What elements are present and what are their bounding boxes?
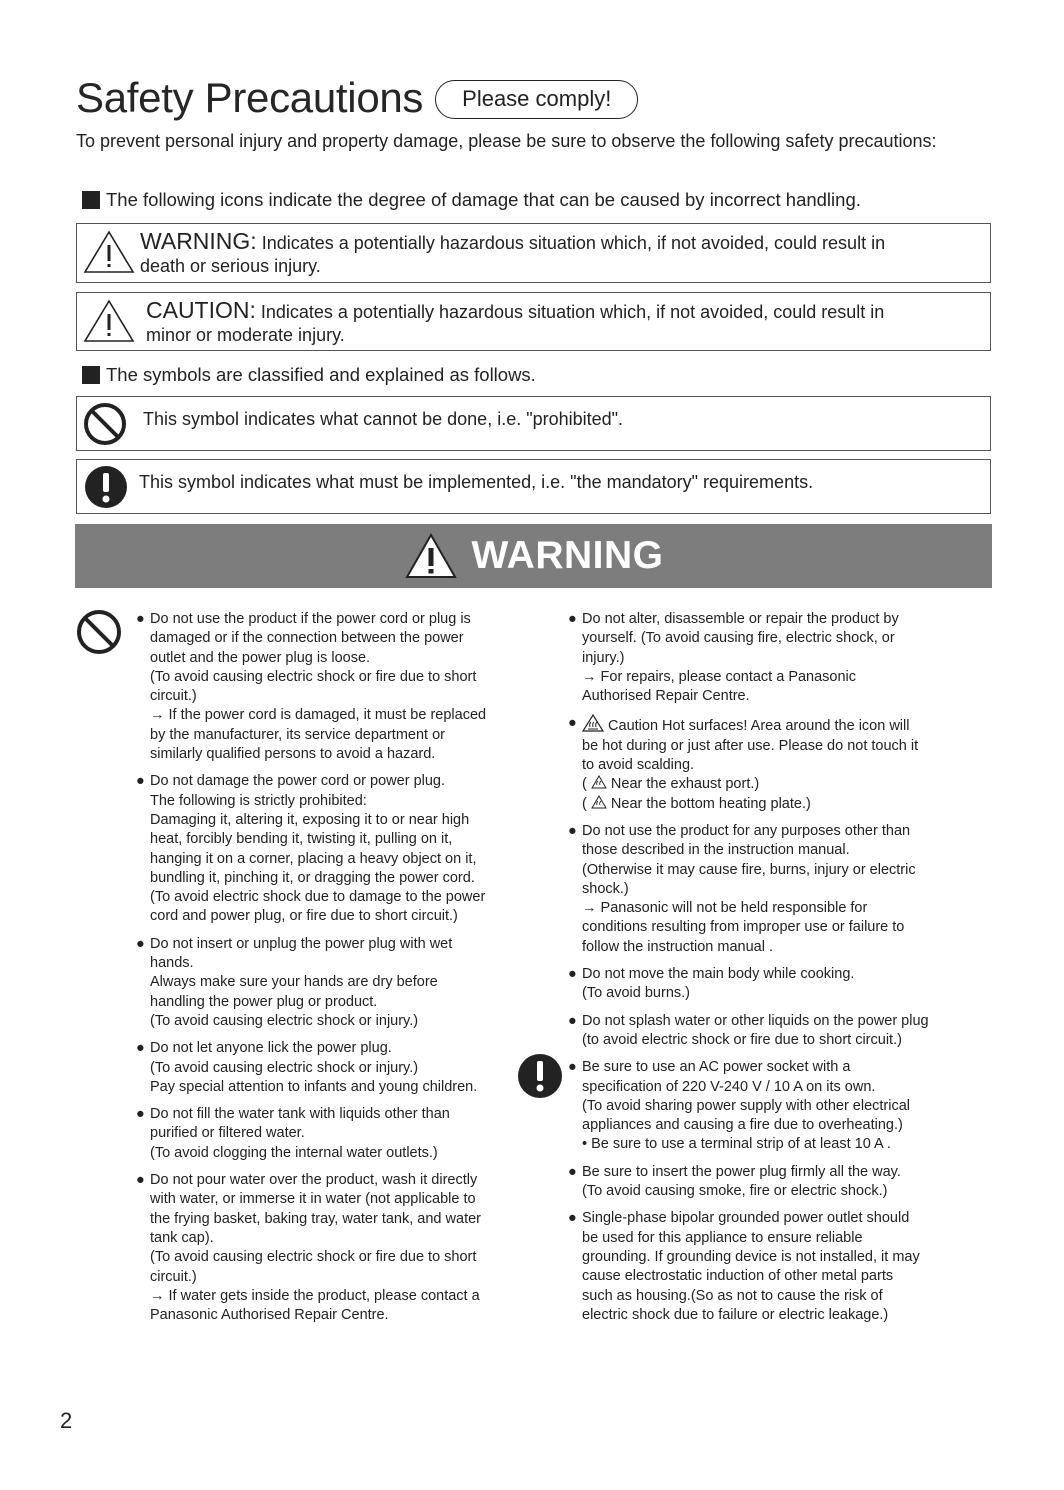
hot-note1: Near the exhaust port.) bbox=[606, 776, 760, 793]
item-line: (To avoid sharing power supply with other electrical bbox=[582, 1097, 911, 1114]
left-warning-column bbox=[134, 610, 529, 1333]
item-line: conditions resulting from improper use or failure to bbox=[582, 919, 905, 936]
symbols-section-heading bbox=[82, 364, 536, 386]
item-line: (To avoid electric shock due to damage to the power bbox=[150, 889, 486, 906]
item-line: cause electrostatic induction of other metal parts bbox=[582, 1268, 894, 1285]
warning-triangle-icon bbox=[404, 532, 458, 580]
list-item bbox=[134, 772, 529, 926]
item-line: electric shock due to failure or electric leakage.) bbox=[582, 1306, 889, 1323]
item-line: Single-phase bipolar grounded power outlet should bbox=[582, 1210, 910, 1227]
item-line: hands. bbox=[150, 955, 194, 972]
warning-label: WARNING: bbox=[140, 228, 257, 254]
item-line: damaged or if the connection between the power bbox=[150, 630, 464, 647]
caution-definition-text bbox=[146, 299, 884, 347]
item-line: Do not let anyone lick the power plug. bbox=[150, 1040, 392, 1057]
square-bullet-icon bbox=[82, 366, 100, 384]
item-line: (To avoid causing smoke, fire or electric shock.) bbox=[582, 1183, 888, 1200]
bullet-dot: ● bbox=[136, 611, 145, 627]
symbols-heading-text: The symbols are classified and explained as follows. bbox=[106, 364, 536, 385]
hot-note2: Near the bottom heating plate.) bbox=[606, 795, 811, 812]
item-line: Always make sure your hands are dry before bbox=[150, 974, 438, 991]
item-line: → If the power cord is damaged, it must be replaced bbox=[150, 707, 487, 724]
item-line: (To avoid causing electric shock or injury.) bbox=[150, 1012, 419, 1029]
item-line: cord and power plug, or fire due to short circuit.) bbox=[150, 908, 458, 925]
bullet-dot: ● bbox=[136, 935, 145, 952]
item-line: (To avoid causing electric shock or injury.) bbox=[150, 1059, 419, 1076]
mandatory-icon bbox=[84, 465, 128, 509]
warning-text-line2: death or serious injury. bbox=[140, 256, 321, 276]
item-line: Be sure to insert the power plug firmly all the way. bbox=[582, 1163, 901, 1180]
icons-heading-text: The following icons indicate the degree of damage that can be caused by incorrect handling. bbox=[106, 189, 861, 210]
list-item bbox=[566, 1058, 961, 1154]
item-line: handling the power plug or product. bbox=[150, 993, 378, 1010]
item-line: appliances and causing a fire due to overheating.) bbox=[582, 1117, 903, 1134]
list-item bbox=[134, 1039, 529, 1097]
page-title: Safety Precautions bbox=[76, 74, 424, 121]
warning-triangle-icon bbox=[82, 229, 136, 275]
bullet-dot: ● bbox=[136, 1106, 145, 1123]
list-item bbox=[566, 965, 961, 1004]
list-item bbox=[566, 610, 961, 706]
paren-open: ( bbox=[582, 795, 587, 812]
warning-definition-text bbox=[140, 230, 885, 278]
item-line: specification of 220 V-240 V / 10 A on its own. bbox=[582, 1078, 876, 1095]
warning-text-line1: Indicates a potentially hazardous situation which, if not avoided, could result in bbox=[256, 233, 886, 253]
item-line: Do not alter, disassemble or repair the product by bbox=[582, 611, 899, 627]
item-line: Do not fill the water tank with liquids other than bbox=[150, 1106, 450, 1123]
title-row bbox=[76, 74, 638, 122]
hot-surface-icon bbox=[591, 775, 607, 789]
item-line: Do not use the product if the power cord or plug is bbox=[150, 611, 471, 627]
list-item bbox=[566, 1209, 961, 1325]
item-line: shock.) bbox=[582, 880, 629, 897]
item-line: (To avoid burns.) bbox=[582, 985, 690, 1002]
paren-open: ( bbox=[582, 776, 587, 793]
item-line: circuit.) bbox=[150, 688, 197, 705]
item-line: Do not use the product for any purposes other than bbox=[582, 822, 911, 839]
item-line: similarly qualified persons to avoid a hazard. bbox=[150, 746, 436, 763]
hot-surface-icon bbox=[582, 714, 604, 732]
item-line: hanging it on a corner, placing a heavy object on it, bbox=[150, 850, 477, 867]
item-line: grounding. If grounding device is not installed, it may bbox=[582, 1248, 920, 1265]
prohibited-definition-box bbox=[76, 396, 991, 451]
intro-text: To prevent personal injury and property damage, please be sure to observe the following safety precautions: bbox=[76, 131, 937, 151]
bullet-dot: ● bbox=[568, 1059, 577, 1076]
bullet-dot: ● bbox=[136, 1172, 145, 1189]
item-line: circuit.) bbox=[150, 1268, 197, 1285]
item-line: (to avoid electric shock or fire due to short circuit.) bbox=[582, 1031, 902, 1048]
item-line: Authorised Repair Centre. bbox=[582, 688, 750, 705]
item-line: tank cap). bbox=[150, 1229, 214, 1246]
item-line: Panasonic Authorised Repair Centre. bbox=[150, 1307, 389, 1324]
item-line: Damaging it, altering it, exposing it to or near high bbox=[150, 811, 470, 828]
item-line: purified or filtered water. bbox=[150, 1125, 305, 1142]
mandatory-text: This symbol indicates what must be implemented, i.e. "the mandatory" requirements. bbox=[139, 472, 814, 492]
caution-definition-box bbox=[76, 292, 991, 351]
bullet-dot: ● bbox=[136, 773, 145, 790]
hot-line1: Caution Hot surfaces! Area around the icon will bbox=[604, 718, 910, 735]
bullet-dot: ● bbox=[568, 715, 577, 732]
item-line: the frying basket, baking tray, water tank, and water bbox=[150, 1210, 481, 1227]
caution-triangle-icon bbox=[82, 298, 136, 344]
prohibited-icon bbox=[76, 609, 122, 655]
prohibited-icon bbox=[83, 402, 127, 446]
item-line: (Otherwise it may cause fire, burns, injury or electric bbox=[582, 861, 916, 878]
item-line: injury.) bbox=[582, 649, 625, 666]
hot-line3: to avoid scalding. bbox=[582, 757, 695, 774]
square-bullet-icon bbox=[82, 191, 100, 209]
caution-text-line2: minor or moderate injury. bbox=[146, 325, 345, 345]
item-line: Do not splash water or other liquids on the power plug bbox=[582, 1012, 929, 1029]
item-line: those described in the instruction manual. bbox=[582, 842, 850, 859]
hot-surface-icon bbox=[591, 795, 607, 809]
bullet-dot: ● bbox=[568, 1012, 577, 1029]
item-line: • Be sure to use a terminal strip of at least 10 A . bbox=[582, 1136, 891, 1153]
list-item bbox=[566, 1012, 961, 1051]
caution-label: CAUTION: bbox=[146, 297, 256, 323]
list-item bbox=[134, 1105, 529, 1163]
item-line: (To avoid causing electric shock or fire due to short bbox=[150, 1249, 477, 1266]
list-item bbox=[566, 1163, 961, 1202]
page-number: 2 bbox=[60, 1408, 73, 1433]
list-item bbox=[134, 1171, 529, 1325]
item-line: Be sure to use an AC power socket with a bbox=[582, 1059, 851, 1076]
item-line: with water, or immerse it in water (not applicable to bbox=[150, 1191, 476, 1208]
item-line: heat, forcibly bending it, twisting it, pulling on it, bbox=[150, 831, 453, 848]
bullet-dot: ● bbox=[568, 611, 577, 627]
item-line: Do not move the main body while cooking. bbox=[582, 966, 855, 983]
item-line: follow the instruction manual . bbox=[582, 938, 774, 955]
item-line: Pay special attention to infants and young children. bbox=[150, 1078, 478, 1095]
item-line: → Panasonic will not be held responsible for bbox=[582, 900, 868, 917]
mandatory-definition-box bbox=[76, 459, 991, 514]
item-line: outlet and the power plug is loose. bbox=[150, 649, 371, 666]
bullet-dot: ● bbox=[568, 822, 577, 839]
item-line: such as housing.(So as not to cause the risk of bbox=[582, 1287, 883, 1304]
bullet-dot: ● bbox=[568, 1210, 577, 1227]
bullet-dot: ● bbox=[136, 1040, 145, 1057]
warning-banner bbox=[75, 524, 992, 588]
bullet-dot: ● bbox=[568, 966, 577, 983]
item-line: → If water gets inside the product, please contact a bbox=[150, 1287, 480, 1304]
hot-surface-item bbox=[566, 714, 961, 813]
prohibited-text: This symbol indicates what cannot be done, i.e. "prohibited". bbox=[143, 409, 624, 429]
icons-section-heading bbox=[82, 189, 861, 211]
item-line: The following is strictly prohibited: bbox=[150, 792, 367, 809]
item-line: (To avoid causing electric shock or fire due to short bbox=[150, 668, 477, 685]
item-line: by the manufacturer, its service department or bbox=[150, 726, 445, 743]
warning-banner-title: WARNING bbox=[471, 534, 664, 577]
item-line: Do not damage the power cord or power plug. bbox=[150, 773, 446, 790]
warning-definition-box bbox=[76, 223, 991, 283]
item-line: bundling it, pinching it, or dragging the power cord. bbox=[150, 869, 475, 886]
hot-line2: be hot during or just after use. Please do not touch it bbox=[582, 737, 919, 754]
item-line: be used for this appliance to ensure reliable bbox=[582, 1229, 863, 1246]
please-comply-badge: Please comply! bbox=[435, 80, 638, 119]
list-item bbox=[566, 822, 961, 957]
right-warning-column bbox=[566, 610, 961, 1333]
caution-text-line1: Indicates a potentially hazardous situation which, if not avoided, could result in bbox=[255, 302, 885, 322]
item-line: yourself. (To avoid causing fire, electric shock, or bbox=[582, 630, 895, 647]
bullet-dot: ● bbox=[568, 1163, 577, 1180]
list-item bbox=[134, 935, 529, 1031]
list-item bbox=[134, 610, 529, 764]
item-line: Do not insert or unplug the power plug with wet bbox=[150, 935, 453, 952]
item-line: Do not pour water over the product, wash it directly bbox=[150, 1172, 478, 1189]
item-line: → For repairs, please contact a Panasonic bbox=[582, 668, 857, 685]
item-line: (To avoid clogging the internal water outlets.) bbox=[150, 1144, 438, 1161]
